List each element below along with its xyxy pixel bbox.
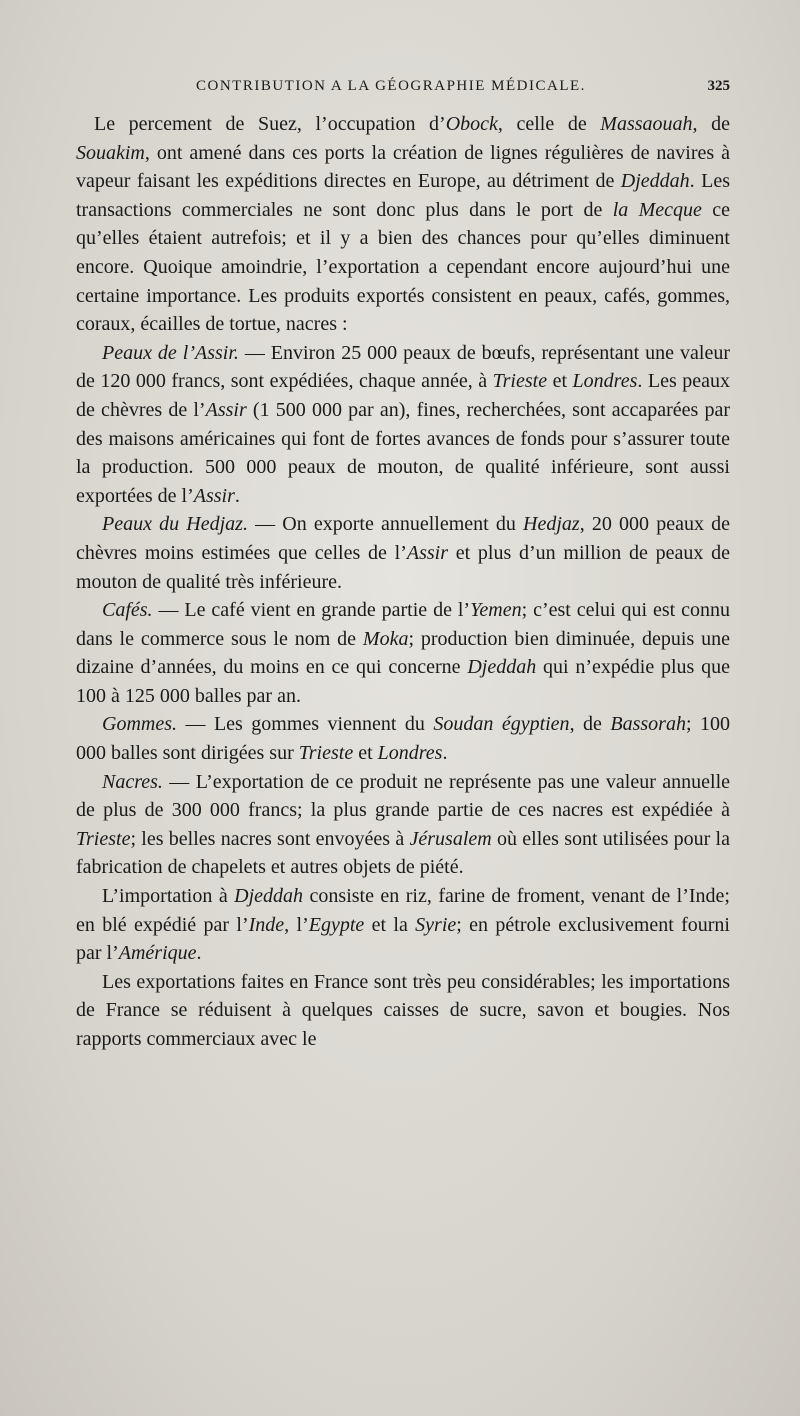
italic-run: la Mecque — [612, 198, 702, 221]
text-run: et plus d’un million de peaux de mouton de qualité très inférieure. — [76, 541, 730, 593]
italic-run: Djeddah — [467, 656, 537, 679]
text-run: ; 100 000 balles sont dirigées sur — [76, 713, 730, 765]
paragraph — [76, 882, 730, 968]
italic-run: Jérusalem — [409, 827, 492, 850]
italic-run: Assir — [193, 484, 235, 507]
italic-run: Trieste — [492, 370, 548, 393]
italic-run: Peaux de l’Assir. — [102, 341, 239, 364]
text-run: et — [547, 370, 573, 393]
italic-run: Nacres. — [102, 770, 163, 793]
text-run: et — [353, 742, 378, 765]
text-run: — L’exportation de ce produit ne représente pas une valeur annuelle de plus de 300 000 francs; la plus grande partie de ces nacres est expédiée à — [76, 770, 730, 822]
body-text — [76, 110, 730, 1054]
italic-run: Peaux du Hedjaz. — [102, 513, 248, 536]
italic-run: Londres — [572, 370, 638, 393]
italic-run: Londres — [377, 742, 443, 765]
text-run: et la — [364, 913, 416, 936]
text-run: — On exporte annuellement du — [247, 513, 524, 536]
running-title: CONTRIBUTION A LA GÉOGRAPHIE MÉDICALE. — [196, 78, 586, 94]
text-run: — Les gommes viennent du — [177, 713, 434, 736]
paragraph — [76, 339, 730, 511]
text-run: — Le café vient en grande partie de l’ — [152, 599, 471, 622]
page-number: 325 — [707, 78, 730, 94]
italic-run: Bassorah — [610, 713, 686, 736]
text-run: . — [442, 742, 448, 765]
text-run: , ont amené dans ces ports la création de lignes régulières de navires à vapeur faisant les expéditions directes en Europe, au détriment de — [76, 141, 730, 193]
text-run: où elles sont utilisées pour la fabrication de chapelets et autres objets de piété. — [76, 827, 730, 879]
paragraph — [76, 768, 730, 882]
italic-run: Massaouah — [600, 113, 693, 135]
italic-run: Egypte — [308, 913, 365, 936]
text-run: ; les belles nacres sont envoyées à — [130, 827, 410, 850]
italic-run: Soudan égyptien — [433, 713, 570, 736]
text-run: , l’ — [284, 913, 309, 936]
text-run: ; c’est celui qui est connu dans le commerce sous le nom de — [76, 599, 731, 650]
text-run: — Environ 25 000 peaux de bœufs, représentant une valeur de 120 000 francs, sont expédiées, chaque année, à — [76, 341, 730, 393]
text-run: . — [196, 942, 202, 965]
italic-run: Yemen — [470, 599, 522, 622]
italic-run: Djeddah — [234, 885, 304, 908]
italic-run: Assir — [205, 398, 247, 421]
italic-run: Hedjaz — [523, 513, 580, 536]
text-run: , celle de — [497, 113, 601, 135]
text-run: L’importation à — [102, 885, 235, 908]
paragraph — [76, 710, 730, 767]
italic-run: Obock — [445, 113, 498, 135]
paragraph — [76, 968, 730, 1054]
italic-run: Moka — [362, 627, 409, 650]
running-header — [196, 78, 730, 104]
paragraph — [76, 510, 730, 596]
italic-run: Gommes. — [102, 713, 177, 736]
text-run: consiste en riz, farine de froment, venant de l’Inde; en blé expédié par l’ — [76, 885, 730, 936]
text-run: . Les transactions commerciales ne sont donc plus dans le port de — [76, 170, 730, 221]
italic-run: Trieste — [298, 742, 354, 765]
text-run: . Les peaux de chèvres de l’ — [76, 370, 731, 421]
italic-run: Cafés. — [102, 599, 153, 622]
text-run: (1 500 000 par an), fines, recherchées, sont accaparées par des maisons américaines qui font de fortes avances de fonds pour s’assurer toute la production. 500 000 peaux de mouton, de qualité inférieure, sont aussi exportées de l’ — [76, 398, 731, 507]
text-run: ce qu’elles étaient autrefois; et il y a bien des chances pour qu’elles diminuent encore. Quoique amoindrie, l’exportation a cependant encore aujourd’hui une certaine importance. Les produits exportés consistent en peaux, cafés, gommes, coraux, écailles de tortue, nacres : — [76, 198, 730, 336]
italic-run: Amérique — [118, 942, 197, 965]
italic-run: Inde — [248, 913, 285, 936]
text-run: Les exportations faites en France sont très peu considérables; les importations de France se réduisent à quelques caisses de sucre, savon et bougies. Nos rapports commerciaux avec le — [76, 970, 730, 1050]
italic-run: Trieste — [76, 827, 131, 850]
italic-run: Assir — [406, 541, 448, 564]
italic-run: Syrie — [415, 913, 457, 936]
text-run: ; production bien diminuée, depuis une dizaine d’années, du moins en ce qui concerne — [76, 627, 730, 679]
text-run: qui n’expédie plus que 100 à 125 000 balles par an. — [76, 656, 730, 707]
text-run: . — [234, 484, 240, 507]
text-run: , de — [569, 713, 611, 736]
text-run: , 20 000 peaux de chèvres moins estimées que celles de l’ — [76, 513, 730, 564]
text-run: , de — [692, 113, 730, 135]
paragraph — [76, 596, 730, 710]
text-run: ; en pétrole exclusivement fourni par l’ — [76, 913, 730, 965]
paragraph — [76, 110, 730, 339]
italic-run: Djeddah — [620, 170, 690, 193]
italic-run: Souakim — [76, 141, 145, 164]
text-run: Le percement de Suez, l’occupation d’ — [94, 113, 446, 135]
